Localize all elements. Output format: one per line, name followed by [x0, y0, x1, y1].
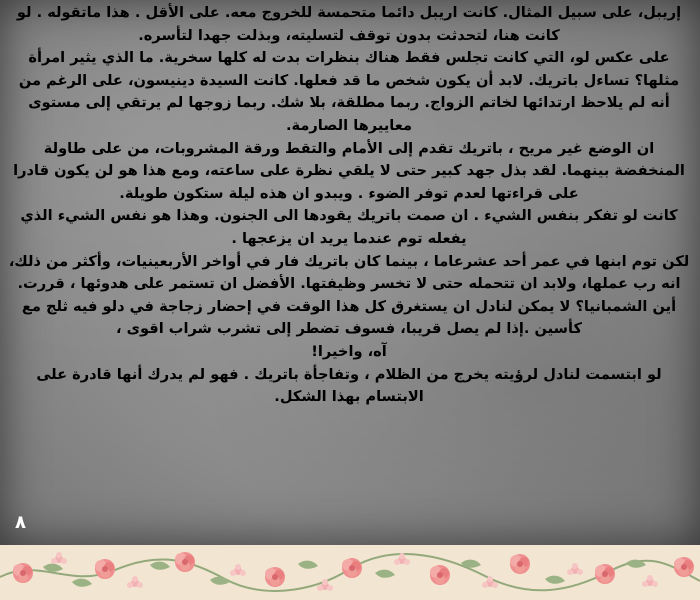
paragraph-1: إريبل، على سبيل المثال. كانت اريبل دائما متحمسة للخروج معه. على الأقل . هذا ماتقوله . لو كانت هنا، لتحدثت بدون توقف لتسليته، وبذلت جهدا لتأسره. [16, 4, 682, 44]
paragraph-7: آه، واخيرا! [311, 342, 387, 360]
paragraph-8: لو ابتسمت لنادل لرؤيته يخرج من الظلام ، وتفاجأة باتريك . فهو لم يدرك أنها قادرة على الابتسام بهذا الشكل. [36, 365, 662, 406]
floral-border [0, 545, 700, 600]
paragraph-3: ان الوضع غير مريح ، باتريك تقدم إلى الأمام والتقط ورقة المشروبات، من على طاولة المنخفضة بينهما. لقد بذل جهد كبير حتى لا يلقي نظرة على ساعته، ومع هذا هو لن يكون قادرا على قراءتها لعدم توفر الضوء . ويبدو ان هذه ليلة ستكون طويلة. [13, 139, 685, 202]
paragraph-6: أين الشمبانيا؟ لا يمكن لنادل ان يستغرق كل هذا الوقت في إحضار زجاجة في دلو فيه ثلج مع كأسين .إذا لم يصل قريبا، فسوف تضطر إلى تشرب شراب اقوى ، [21, 297, 677, 338]
page-number: ٨ [15, 512, 26, 533]
paragraph-2: على عكس لو، التي كانت تجلس فقط هناك بنظرات بدت له كلها سخرية. ما الذي يثير امرأة مثلها؟ تساءل باتريك. لابد أن يكون شخص ما قد فعلها. كانت السيدة دينيسون، على الرغم من أنه لم يلاحظ ارتدائها لخاتم الزواج. ربما مطلقة، بلا شك. ربما زوجها لم يرتقي إلى مستوى معاييرها الصارمة. [18, 49, 680, 134]
paragraph-5: لكن توم ابنها في عمر أحد عشرعاما ، بينما كان باتريك فار في أواخر الأربعينيات، وأكثر من ذلك، انه رب عملها، ولابد ان تتحمله حتى لا تخسر وظيفتها. الأفضل ان تستمر على هدوئها ، قررت. [8, 252, 690, 293]
story-text [8, 2, 690, 409]
floral-pattern-icon [0, 545, 700, 600]
paragraph-4: كانت لو تفكر بنفس الشيء . ان صمت باتريك يقودها الى الجنون. وهذا هو نفس الشيء الذي يفعله توم عندما يريد ان يزعجها . [20, 207, 678, 247]
